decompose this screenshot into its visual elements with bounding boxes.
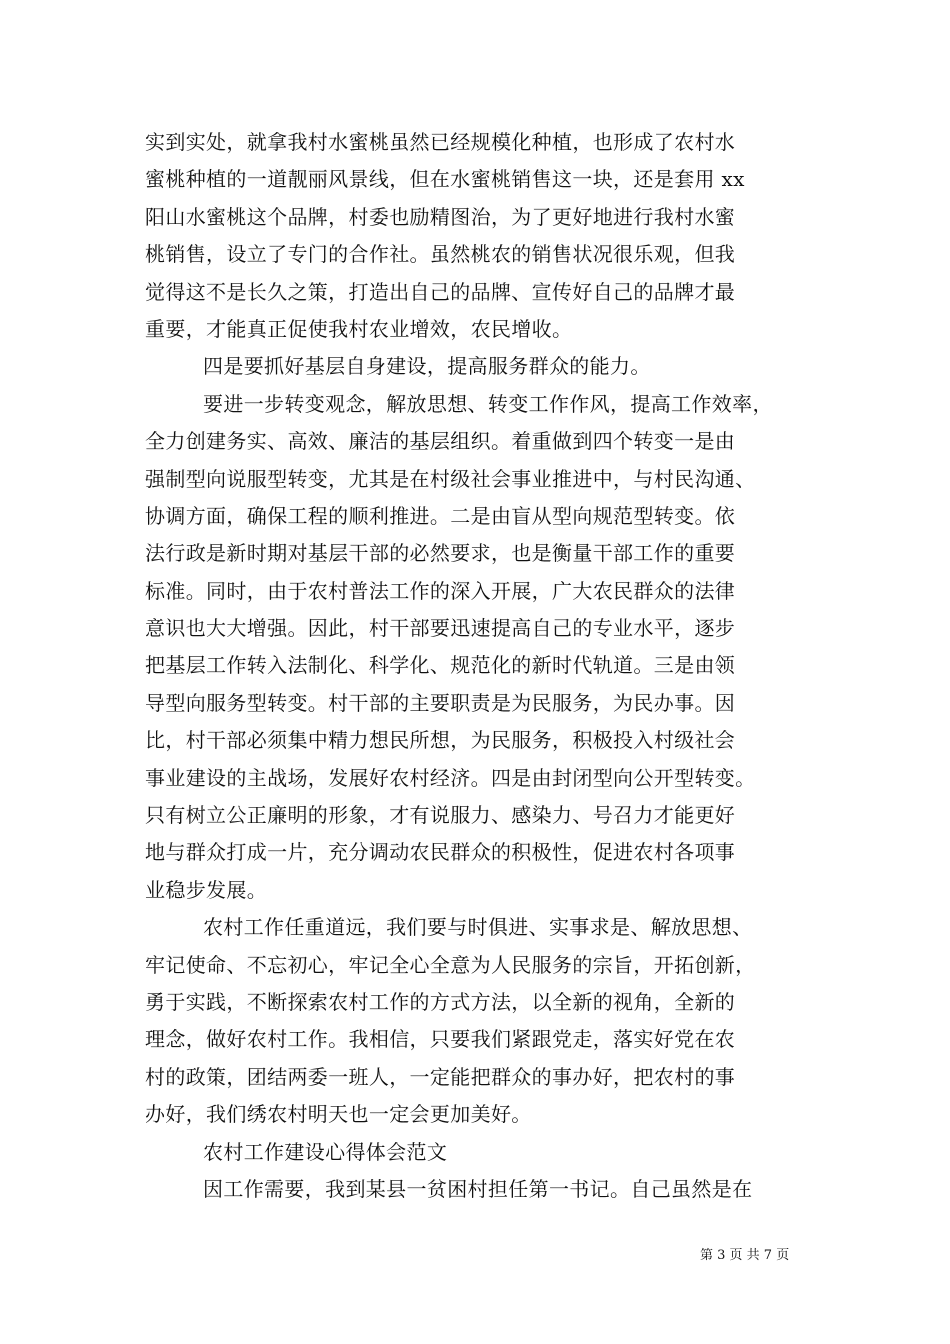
text-line: 理念，做好农村工作。我相信，只要我们紧跟党走，落实好党在农 xyxy=(145,1027,736,1052)
text-line: 蜜桃种植的一道靓丽风景线，但在水蜜桃销售这一块，还是套用 xx xyxy=(145,167,745,192)
text-line: 重要，才能真正促使我村农业增效，农民增收。 xyxy=(145,316,573,341)
text-line: 强制型向说服型转变，尤其是在村级社会事业推进中，与村民沟通、 xyxy=(145,466,756,491)
text-line: 办好，我们绣农村明天也一定会更加美好。 xyxy=(145,1102,532,1127)
text-line: 农村工作任重道远，我们要与时俱进、实事求是、解放思想、 xyxy=(203,915,753,940)
text-line: 桃销售，设立了专门的合作社。虽然桃农的销售状况很乐观，但我 xyxy=(145,242,736,267)
text-line: 因工作需要，我到某县一贫困村担任第一书记。自己虽然是在 xyxy=(203,1176,753,1201)
article-title: 农村工作建设心得体会范文 xyxy=(203,1139,448,1164)
section-heading: 四是要抓好基层自身建设，提高服务群众的能力。 xyxy=(203,354,651,379)
page-number: 第 3 页 共 7 页 xyxy=(700,1248,790,1263)
text-line: 地与群众打成一片，充分调动农民群众的积极性，促进农村各项事 xyxy=(145,840,736,865)
text-line: 导型向服务型转变。村干部的主要职责是为民服务，为民办事。因 xyxy=(145,690,736,715)
text-line: 比，村干部必须集中精力想民所想，为民服务，积极投入村级社会 xyxy=(145,728,736,753)
text-line: 勇于实践，不断探索农村工作的方式方法，以全新的视角，全新的 xyxy=(145,989,736,1014)
text-line: 标准。同时，由于农村普法工作的深入开展，广大农民群众的法律 xyxy=(145,578,736,603)
text-line: 阳山水蜜桃这个品牌，村委也励精图治，为了更好地进行我村水蜜 xyxy=(145,204,736,229)
text-line: 牢记使命、不忘初心，牢记全心全意为人民服务的宗旨，开拓创新， xyxy=(145,952,756,977)
text-line: 协调方面，确保工程的顺利推进。二是由盲从型向规范型转变。依 xyxy=(145,503,736,528)
text-line: 法行政是新时期对基层干部的必然要求，也是衡量干部工作的重要 xyxy=(145,541,736,566)
text-line: 要进一步转变观念，解放思想、转变工作作风，提高工作效率， xyxy=(203,391,773,416)
text-line: 事业建设的主战场，发展好农村经济。四是由封闭型向公开型转变。 xyxy=(145,765,756,790)
text-line: 只有树立公正廉明的形象，才有说服力、感染力、号召力才能更好 xyxy=(145,803,736,828)
text-line: 实到实处，就拿我村水蜜桃虽然已经规模化种植，也形成了农村水 xyxy=(145,130,736,154)
text-line: 把基层工作转入法制化、科学化、规范化的新时代轨道。三是由领 xyxy=(145,653,736,678)
text-line: 意识也大大增强。因此，村干部要迅速提高自己的专业水平，逐步 xyxy=(145,616,736,641)
text-line: 全力创建务实、高效、廉洁的基层组织。着重做到四个转变一是由 xyxy=(145,429,736,454)
text-line: 觉得这不是长久之策，打造出自己的品牌、宣传好自己的品牌才最 xyxy=(145,279,736,304)
document-body xyxy=(145,124,810,1208)
text-line: 业稳步发展。 xyxy=(145,877,268,902)
text-line: 村的政策，团结两委一班人，一定能把群众的事办好，把农村的事 xyxy=(145,1064,736,1089)
